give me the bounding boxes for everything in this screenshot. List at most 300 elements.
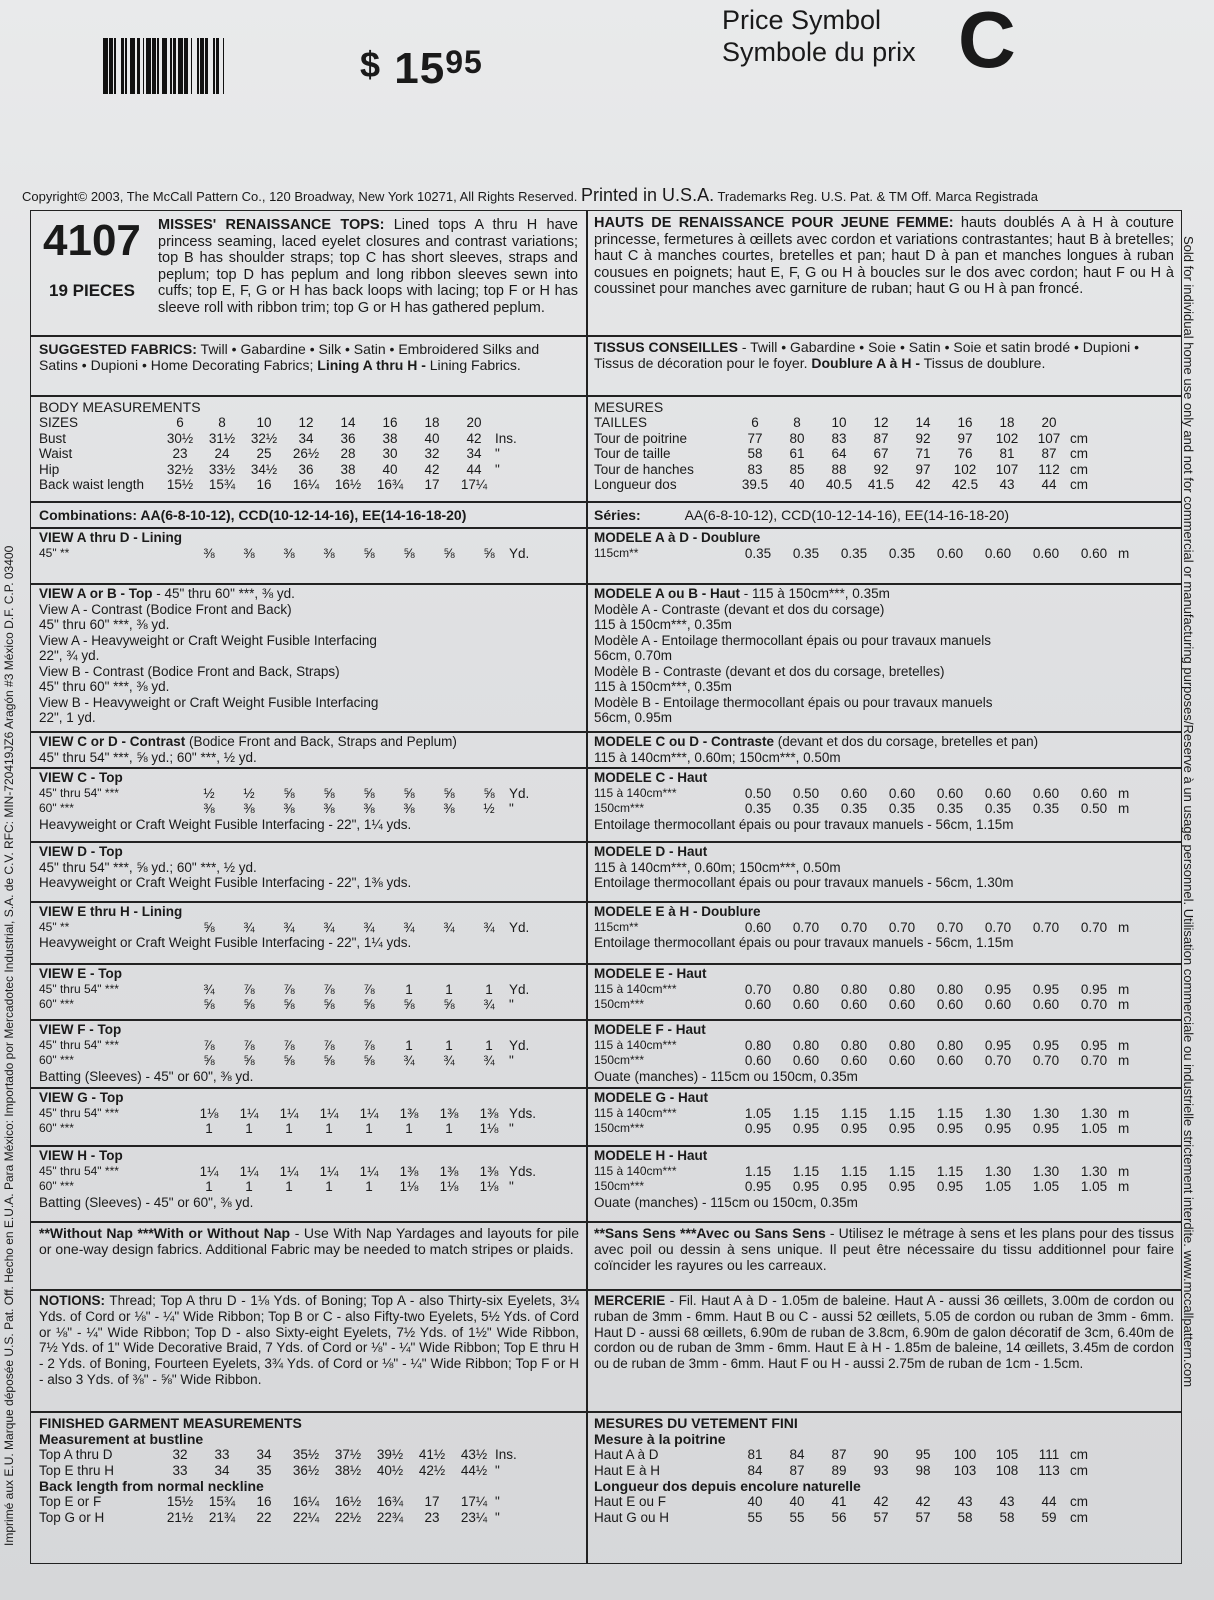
- section-line: Modèle A - Contraste (devant et dos du corsage): [594, 601, 885, 617]
- yardage-value: ⅞: [363, 981, 375, 997]
- yardage-value: 1: [365, 1179, 373, 1194]
- fabrics-lining: Lining A thru H -: [317, 357, 426, 373]
- measurement-value: 16: [256, 477, 272, 492]
- row-label: Tour de hanches: [594, 461, 694, 477]
- side-text-left: Imprimé aux E.U. Marque déposée U.S. Pat. Off. Hecho en E.U.A. Para México: Importado por Mercadotec Industrial, S.A. de C.V. RFC: MIN-720419JZ6 Aragón #3 México D.F. C.P. 03400: [2, 545, 16, 1546]
- row-label: Bust: [39, 430, 67, 446]
- yardage-value: ¾: [243, 919, 255, 935]
- yardage-value: 0.60: [744, 997, 772, 1012]
- yardage-table: [594, 982, 1129, 1013]
- yardage-value: 0.70: [1080, 1053, 1108, 1068]
- yardage-value: 0.60: [936, 785, 964, 801]
- fabrics-lining-fr: Doublure A à H -: [811, 355, 921, 371]
- yardage-value: ⅝: [243, 1053, 255, 1068]
- yardage-value: 1⅜: [399, 1105, 419, 1121]
- measurement-value: 80: [789, 430, 805, 446]
- yardage-value: 0.60: [1032, 545, 1060, 561]
- size-value: 8: [218, 415, 226, 430]
- section-heading: [594, 770, 1179, 786]
- section-title: MODELE H - Haut: [594, 1148, 708, 1163]
- nap-note-en: [39, 1225, 579, 1257]
- measurement-value: 84: [789, 1447, 805, 1462]
- finished-sub1: Measurement at bustline: [39, 1431, 204, 1447]
- measurement-value: 32: [172, 1447, 188, 1462]
- yardage-value: ⅞: [283, 1037, 295, 1053]
- measurement-value: 34: [214, 1462, 230, 1478]
- measurement-value: 64: [831, 446, 847, 461]
- combinations-fr: [594, 507, 1179, 523]
- yardage-value: ⅝: [243, 997, 255, 1012]
- yardage-unit: m: [1118, 545, 1130, 561]
- yardage-unit: ": [509, 1121, 514, 1136]
- measurement-value: 34½: [250, 461, 278, 477]
- fabric-width: 150cm***: [594, 1121, 645, 1135]
- yardage-value: ⅝: [443, 785, 455, 801]
- yardage-value: 0.95: [744, 1179, 772, 1194]
- yardage-unit: ": [509, 997, 514, 1012]
- yardage-value: 0.35: [936, 801, 964, 816]
- measurement-value: 22¾: [376, 1509, 404, 1525]
- pattern-number: 4107: [43, 216, 141, 265]
- yardage-value: ⅝: [483, 545, 495, 561]
- section-line: Batting (Sleeves) - 45" or 60", ⅜ yd.: [39, 1194, 254, 1210]
- yardage-value: ⅝: [203, 997, 215, 1012]
- section-line: Entoilage thermocollant épais ou pour travaux manuels - 56cm, 1.15m: [594, 816, 1014, 832]
- size-value: 14: [915, 415, 931, 430]
- measurement-value: 44: [1041, 1494, 1057, 1509]
- pattern-header-en: [31, 211, 586, 335]
- yardage-value: 0.50: [792, 785, 820, 801]
- section-title: MODELE F - Haut: [594, 1022, 706, 1037]
- yardage-value: ⅞: [283, 981, 295, 997]
- price-symbol-fr: Symbole du prix: [722, 37, 916, 67]
- measurement-value: 15½: [166, 1494, 194, 1509]
- section-title: MODELE E à H - Doublure: [594, 904, 761, 919]
- price-symbol-letter: C: [958, 0, 1016, 84]
- measurement-value: 59: [1041, 1509, 1057, 1525]
- row-label: Top E thru H: [39, 1462, 115, 1478]
- body-meas-title: BODY MEASUREMENTS: [39, 399, 201, 415]
- description-title-fr: HAUTS DE RENAISSANCE POUR JEUNE FEMME:: [594, 215, 954, 231]
- yardage-value: 0.95: [888, 1179, 916, 1194]
- yardage-value: 0.95: [1080, 1037, 1108, 1053]
- pattern-header-fr: [588, 211, 1181, 335]
- yardage-section: [39, 904, 584, 951]
- measurement-value: 88: [831, 461, 847, 477]
- yardage-table: [594, 1038, 1129, 1069]
- row-label: Top E or F: [39, 1494, 102, 1509]
- measurement-value: 55: [747, 1509, 763, 1525]
- yardage-value: 0.70: [1080, 997, 1108, 1012]
- table-row: [594, 1447, 1088, 1463]
- measurement-value: 40: [747, 1494, 763, 1509]
- section-line: Heavyweight or Craft Weight Fusible Interfacing - 22", 1¼ yds.: [39, 935, 412, 950]
- yardage-value: ⅝: [323, 785, 335, 801]
- measurement-value: 17: [424, 1494, 440, 1509]
- yardage-value: ½: [203, 785, 215, 801]
- yardage-value: 0.50: [744, 785, 772, 801]
- section-title: VIEW E - Top: [39, 966, 122, 981]
- yardage-value: ⅝: [363, 997, 375, 1012]
- yardage-value: ⅝: [363, 1053, 375, 1068]
- yardage-value: ⅝: [443, 997, 455, 1012]
- table-row: [594, 431, 1088, 447]
- yardage-value: 0.95: [840, 1121, 868, 1136]
- fabric-width: 45" **: [39, 919, 70, 934]
- price-symbol-en: Price Symbol: [722, 5, 882, 35]
- finished-title-fr: MESURES DU VETEMENT FINI: [594, 1415, 798, 1431]
- yardage-value: 0.60: [744, 919, 772, 935]
- measurement-value: 31½: [208, 430, 236, 446]
- section-title: MODELE A ou B - Haut: [594, 586, 740, 601]
- yardage-value: 0.35: [744, 545, 772, 561]
- yardage-value: 0.80: [888, 981, 916, 997]
- yardage-value: 0.60: [1032, 997, 1060, 1012]
- body-meas-title-fr: MESURES: [594, 399, 664, 415]
- fabric-width: 115 à 140cm***: [594, 1037, 677, 1052]
- yardage-value: 0.50: [1080, 801, 1108, 816]
- body-measurements-en: [39, 399, 584, 493]
- measurement-value: 113: [1038, 1462, 1060, 1478]
- sizes-label: SIZES: [39, 415, 79, 430]
- yardage-value: ¾: [443, 1053, 455, 1068]
- section-heading: [594, 844, 1179, 860]
- measurement-value: 17¼: [460, 477, 488, 492]
- yardage-value: 1: [365, 1121, 373, 1136]
- fabric-width: 60" ***: [39, 801, 74, 815]
- measurement-value: 42: [915, 1494, 931, 1509]
- yardage-section: [39, 770, 584, 832]
- section-title: VIEW H - Top: [39, 1148, 123, 1163]
- yardage-value: 1⅛: [439, 1179, 459, 1194]
- yardage-value: 1.15: [888, 1163, 916, 1179]
- measurement-value: 36: [298, 461, 314, 477]
- section-line: Heavyweight or Craft Weight Fusible Interfacing - 22", 1⅜ yds.: [39, 875, 412, 890]
- yardage-value: ¾: [483, 1053, 495, 1068]
- yardage-unit: Yd.: [509, 545, 530, 561]
- measurement-value: 107: [995, 461, 1019, 477]
- measurement-value: 41.5: [867, 477, 895, 492]
- measurement-value: 97: [957, 430, 973, 446]
- measurement-value: 42: [466, 430, 482, 446]
- section-title: VIEW C - Top: [39, 770, 123, 785]
- yardage-unit: m: [1118, 997, 1130, 1012]
- section-heading: [39, 530, 584, 546]
- section-line: 22", 1 yd.: [39, 710, 96, 725]
- section-heading: [39, 770, 584, 786]
- yardage-value: 1⅜: [439, 1163, 459, 1179]
- table-row: [39, 431, 517, 447]
- yardage-value: 1.30: [1032, 1105, 1060, 1121]
- divider: [31, 501, 1181, 503]
- unit-label: ": [495, 1462, 500, 1478]
- size-value: 16: [382, 415, 398, 430]
- yardage-table: [594, 1106, 1129, 1137]
- measurement-value: 83: [831, 430, 847, 446]
- yardage-table: [39, 920, 529, 936]
- measurement-value: 108: [995, 1462, 1019, 1478]
- table-row: [39, 1494, 500, 1510]
- section-title-rest: - 45" thru 60" ***, ⅜ yd.: [152, 586, 295, 601]
- yardage-value: 1: [245, 1179, 253, 1194]
- yardage-section: [594, 530, 1179, 561]
- yardage-value: ¾: [203, 981, 215, 997]
- yardage-value: 0.60: [984, 997, 1012, 1012]
- yardage-value: ⅜: [203, 545, 215, 561]
- measurement-value: 107: [1037, 430, 1061, 446]
- row-label: Waist: [39, 446, 73, 461]
- section-line: Entoilage thermocollant épais ou pour travaux manuels - 56cm, 1.15m: [594, 935, 1014, 950]
- trademark-text: Trademarks Reg. U.S. Pat. & TM Off. Marca Registrada: [717, 189, 1038, 204]
- measurement-value: 55: [789, 1509, 805, 1525]
- copyright-line: [22, 185, 1038, 206]
- measurement-value: 97: [915, 461, 931, 477]
- yardage-value: ½: [243, 785, 255, 801]
- section-line: View A - Contrast (Bodice Front and Back): [39, 601, 292, 617]
- unit-label: cm: [1070, 1494, 1088, 1509]
- description-title: MISSES' RENAISSANCE TOPS:: [158, 217, 385, 233]
- yardage-value: 0.95: [840, 1179, 868, 1194]
- yardage-value: 0.95: [1032, 981, 1060, 997]
- measurement-value: 38½: [334, 1462, 362, 1478]
- size-value: 10: [256, 415, 272, 430]
- measurement-value: 38: [340, 461, 356, 477]
- yardage-value: 0.70: [984, 919, 1012, 935]
- measurement-value: 40: [789, 477, 805, 492]
- section-heading: [39, 1090, 584, 1106]
- yardage-value: ⅝: [203, 919, 215, 935]
- section-title-rest: (devant et dos du corsage, bretelles et pan): [774, 734, 1039, 749]
- measurement-value: 83: [747, 461, 763, 477]
- nap-title-fr: **Sans Sens ***Avec ou Sans Sens: [594, 1225, 826, 1241]
- measurement-value: 92: [915, 430, 931, 446]
- yardage-section: [39, 1090, 584, 1137]
- measurement-value: 93: [873, 1462, 889, 1478]
- measurement-value: 32: [424, 446, 440, 461]
- yardage-section: [594, 1022, 1179, 1084]
- yardage-value: 1.15: [792, 1163, 820, 1179]
- yardage-value: 0.95: [744, 1121, 772, 1136]
- size-value: 18: [999, 415, 1015, 430]
- fabric-width: 150cm***: [594, 1179, 645, 1193]
- measurement-value: 22¼: [292, 1509, 320, 1525]
- yardage-unit: m: [1118, 785, 1130, 801]
- price-dollar: $: [360, 44, 382, 85]
- table-row: [594, 477, 1088, 493]
- fabric-width: 115cm**: [594, 545, 639, 560]
- measurement-value: 41½: [418, 1447, 446, 1462]
- measurement-value: 17¼: [460, 1494, 488, 1509]
- row-label: Back waist length: [39, 477, 145, 492]
- body-measurements-fr: [594, 399, 1179, 493]
- yardage-value: 1¼: [199, 1163, 219, 1179]
- yardage-value: 0.35: [744, 801, 772, 816]
- measurement-value: 16: [256, 1494, 272, 1509]
- unit-label: [495, 477, 517, 493]
- measurement-value: 58: [957, 1509, 973, 1525]
- yardage-value: ⅜: [283, 801, 295, 816]
- yardage-value: ¾: [483, 919, 495, 935]
- size-value: 8: [793, 415, 801, 430]
- pattern-pieces: 19 PIECES: [49, 281, 135, 300]
- yardage-table: [39, 1038, 529, 1069]
- fabric-width: 150cm***: [594, 801, 645, 815]
- yardage-value: 1: [205, 1121, 213, 1136]
- yardage-value: 1¼: [239, 1105, 259, 1121]
- finished-table-1-fr: [594, 1447, 1088, 1478]
- measurement-value: 30: [382, 446, 398, 461]
- yardage-value: 1¼: [279, 1163, 299, 1179]
- section-line: Heavyweight or Craft Weight Fusible Interfacing - 22", 1¼ yds.: [39, 816, 412, 832]
- notions-body-fr: - Fil. Haut A à D - 1.05m de baleine. Haut A - aussi 36 œillets, 3.00m de cordon ou ruban de 3mm - 6mm. Haut B ou C - aussi 52 œillets, 5.05 de cordon ou ruban de 3mm - 6mm. Haut D - aussi 68 œillets, 6.90m de ruban de 3.8cm, 6.90m de galon décoratif de 3cm, 6.40m de cordon ou de ruban de 3mm - 6mm. Haut E à H - 1.85m de baleine, 14 œillets, 3.45m de cordon ou de ruban de 3mm - 6mm. Haut F ou H - aussi 2.75m de ruban de 1cm - 1.5cm.: [594, 1293, 1174, 1372]
- yardage-value: ⅞: [243, 1037, 255, 1053]
- yardage-unit: m: [1118, 1179, 1130, 1194]
- yardage-value: 1¼: [359, 1163, 379, 1179]
- section-line: 115 à 150cm***, 0.35m: [594, 617, 732, 632]
- fabrics-title: SUGGESTED FABRICS:: [39, 341, 197, 357]
- yardage-value: 0.60: [936, 997, 964, 1012]
- section-heading: [39, 904, 584, 920]
- size-value: 18: [424, 415, 440, 430]
- notions-title-fr: MERCERIE: [594, 1293, 666, 1308]
- unit-label: cm: [1070, 1447, 1088, 1462]
- yardage-unit: ": [509, 801, 514, 816]
- measurement-value: 112: [1038, 461, 1060, 477]
- measurement-value: 102: [953, 461, 977, 477]
- measurement-value: 40.5: [825, 477, 853, 492]
- yardage-value: ⅝: [283, 1053, 295, 1068]
- divider: [31, 1411, 1181, 1413]
- fabric-width: 60" ***: [39, 1121, 74, 1135]
- table-row: [39, 462, 517, 478]
- yardage-unit: Yds.: [509, 1163, 537, 1179]
- measurement-value: 16¾: [376, 477, 404, 492]
- measurement-value: 44: [466, 461, 482, 477]
- measurement-value: 25: [256, 446, 272, 461]
- divider: [31, 1289, 1181, 1291]
- divider: [31, 731, 1181, 733]
- measurement-value: 89: [831, 1462, 847, 1478]
- row-label: Longueur dos: [594, 477, 677, 492]
- sizes-label: TAILLES: [594, 415, 648, 430]
- yardage-value: ⅜: [203, 801, 215, 816]
- yardage-value: ⅝: [363, 545, 375, 561]
- yardage-value: 1: [485, 1037, 493, 1053]
- section-line: Modèle B - Entoilage thermocollant épais ou pour travaux manuels: [594, 694, 993, 710]
- yardage-value: ⅝: [363, 785, 375, 801]
- combinations-values-fr: AA(6-8-10-12), CCD(10-12-14-16), EE(14-16-18-20): [684, 507, 1010, 523]
- yardage-value: 0.60: [936, 545, 964, 561]
- yardage-section: [594, 1090, 1179, 1137]
- divider: [31, 767, 1181, 769]
- measurement-value: 76: [957, 446, 973, 461]
- yardage-value: 1.05: [1032, 1179, 1060, 1194]
- yardage-value: ⅜: [443, 801, 455, 816]
- measurement-value: 21½: [166, 1509, 194, 1525]
- yardage-table: [594, 1164, 1129, 1195]
- section-title: MODELE C - Haut: [594, 770, 708, 785]
- yardage-table: [39, 982, 529, 1013]
- nap-title: **Without Nap ***With or Without Nap: [39, 1225, 291, 1241]
- yardage-value: 0.95: [1032, 1037, 1060, 1053]
- yardage-value: ⅝: [403, 545, 415, 561]
- yardage-table: [594, 920, 1129, 936]
- fabric-width: 115cm**: [594, 919, 639, 934]
- fabric-width: 45" thru 54" ***: [39, 1105, 119, 1120]
- yardage-value: 1.05: [744, 1105, 772, 1121]
- yardage-value: 1.15: [744, 1163, 772, 1179]
- section-title: MODELE E - Haut: [594, 966, 707, 981]
- notions-en: [39, 1293, 579, 1388]
- yardage-unit: m: [1118, 981, 1130, 997]
- finished-table-2: [39, 1494, 500, 1525]
- finished-table-2-fr: [594, 1494, 1088, 1525]
- yardage-value: 0.60: [984, 785, 1012, 801]
- unit-label: ": [495, 1494, 500, 1509]
- row-label: Haut E à H: [594, 1462, 661, 1478]
- yardage-value: 1¼: [359, 1105, 379, 1121]
- unit-label: ": [495, 1509, 500, 1525]
- yardage-value: 0.95: [984, 1037, 1012, 1053]
- fabric-width: 115 à 140cm***: [594, 981, 677, 996]
- section-heading: [594, 1148, 1179, 1164]
- measurement-value: 35½: [292, 1447, 320, 1462]
- nap-note-fr: [594, 1225, 1174, 1273]
- yardage-value: 0.60: [840, 785, 868, 801]
- measurement-value: 87: [873, 430, 889, 446]
- yardage-value: 0.60: [744, 1053, 772, 1068]
- yardage-value: 0.35: [888, 801, 916, 816]
- section-line: Modèle B - Contraste (devant et dos du corsage, bretelles): [594, 663, 945, 679]
- yardage-value: 1⅛: [479, 1179, 499, 1194]
- row-label: Top G or H: [39, 1509, 105, 1525]
- section-line: 56cm, 0.95m: [594, 710, 673, 725]
- unit-label: cm: [1070, 1509, 1088, 1525]
- yardage-value: ⅝: [403, 997, 415, 1012]
- measurement-value: 42½: [418, 1462, 446, 1478]
- row-label: Haut E ou F: [594, 1494, 667, 1509]
- body-meas-table-fr: [594, 415, 1088, 493]
- yardage-value: ⅜: [243, 801, 255, 816]
- yardage-value: 1.30: [1080, 1163, 1108, 1179]
- fabric-width: 60" ***: [39, 1053, 74, 1067]
- yardage-value: ⅞: [323, 981, 335, 997]
- yardage-value: 0.95: [1080, 981, 1108, 997]
- measurement-value: 41: [831, 1494, 847, 1509]
- section-heading: [39, 586, 584, 602]
- yardage-value: 0.70: [744, 981, 772, 997]
- finished-sub1-fr: Mesure à la poitrine: [594, 1431, 726, 1447]
- divider: [31, 1087, 1181, 1089]
- yardage-value: 1: [205, 1179, 213, 1194]
- yardage-value: 0.60: [936, 1053, 964, 1068]
- yardage-value: 1: [285, 1179, 293, 1194]
- yardage-value: 1.05: [1080, 1121, 1108, 1136]
- price-header: [0, 0, 1214, 205]
- measurement-value: 84: [747, 1462, 763, 1478]
- yardage-value: 1.15: [792, 1105, 820, 1121]
- yardage-value: 0.60: [1032, 785, 1060, 801]
- yardage-table: [594, 546, 1129, 562]
- measurement-value: 30½: [166, 430, 194, 446]
- yardage-value: 1.30: [984, 1163, 1012, 1179]
- measurement-value: 40: [424, 430, 440, 446]
- section-line: Batting (Sleeves) - 45" or 60", ⅜ yd.: [39, 1068, 254, 1084]
- yardage-unit: m: [1118, 1037, 1130, 1053]
- section-title: VIEW C or D - Contrast: [39, 734, 186, 749]
- measurement-value: 102: [995, 430, 1019, 446]
- yardage-value: 0.60: [792, 997, 820, 1012]
